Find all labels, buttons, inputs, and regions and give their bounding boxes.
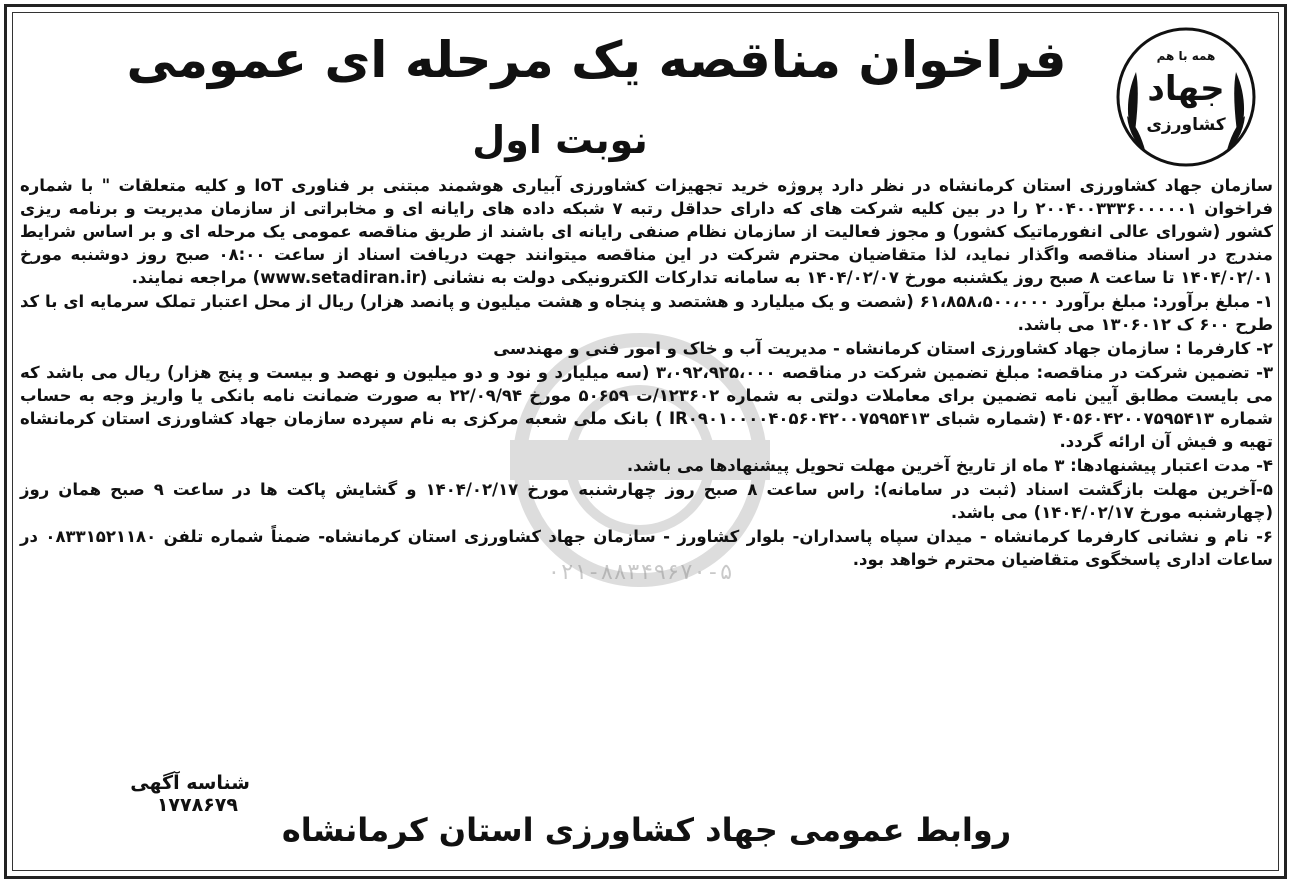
- jahad-keshavarzi-logo-icon: [1111, 22, 1261, 172]
- logo-top-text: همه با هم: [1156, 49, 1216, 63]
- item-estimate: ۱- مبلغ برآورد: مبلغ برآورد ۶۱،۸۵۸،۵۰۰،۰۰۰ (شصت و یک میلیارد و هشتصد و پنجاه و هشت میلیون و پانصد هزار) ریال از محل اعتبار تملک سرمایه ای با کد طرح ۶۰۰ ک ۱۳۰۶۰۱۲ می باشد.: [20, 292, 1273, 334]
- item-address: ۶- نام و نشانی کارفرما کرمانشاه - میدان سپاه پاسداران- بلوار کشاورز - سازمان جهاد کشاورزی استان کرمانشاه- ضمناً شماره تلفن ۰۸۳۳۱۵۲۱۱۸۰ در ساعات اداری پاسخگوی متقاضیان محترم خواهد بود.: [20, 527, 1273, 569]
- item-validity: ۴- مدت اعتبار پیشنهادها: ۳ ماه از تاریخ آخرین مهلت تحویل پیشنهادها می باشد.: [626, 456, 1273, 475]
- item-deadline: ۵-آخرین مهلت بازگشت اسناد (ثبت در سامانه): راس ساعت ۸ صبح روز چهارشنبه مورخ ۱۴۰۴/۰۲/۱۷ و گشایش پاکت ها در ساعت ۹ صبح همان روز (چهارشنبه مورخ ۱۴۰۴/۰۲/۱۷) می باشد.: [20, 480, 1273, 522]
- item-employer: ۲- کارفرما : سازمان جهاد کشاورزی استان کرمانشاه - مدیریت آب و خاک و امور فنی و مهندسی: [493, 339, 1273, 358]
- item-guarantee: ۳- تضمین شرکت در مناقصه: مبلغ تضمین شرکت در مناقصه ۳،۰۹۲،۹۲۵،۰۰۰ (سه میلیارد و نود و دو میلیون و نهصد و بیست و پنج هزار) ریال می باشد که می بایست مطابق آیین نامه تضمین برای معاملات دولتی به شماره ۱۲۳۶۰۲/ت ۵۰۶۵۹ مورخ ۲۲/۰۹/۹۴ به صورت ضمانت نامه بانکی یا واریز وجه به حساب شماره ۴۰۵۶۰۴۲۰۰۷۵۹۵۴۱۳ (شماره شبای IR۰۹۰۱۰۰۰۰۴۰۵۶۰۴۲۰۰۷۵۹۵۴۱۳ ) بانک ملی شعبه مرکزی به نام سپرده سازمان جهاد کشاورزی استان کرمانشاه تهیه و فیش آن ارائه گردد.: [20, 363, 1274, 451]
- announcement-title: فراخوان مناقصه یک مرحله ای عمومی: [126, 31, 1067, 89]
- logo-bottom-text: کشاورزی: [1146, 115, 1226, 135]
- ad-id-label: شناسه آگهی: [130, 772, 250, 794]
- announcement-body: [20, 174, 1273, 571]
- intro-paragraph: سازمان جهاد کشاورزی استان کرمانشاه در نظر دارد پروژه خرید تجهیزات کشاورزی آبیاری هوشمند مبتنی بر فناوری IoT و کلیه متعلقات " با شماره فراخوان ۲۰۰۴۰۰۳۳۳۶۰۰۰۰۰۱ را در بین کلیه شرکت های که دارای حداقل رتبه ۷ شبکه داده های رایانه ای و مخابراتی از سازمان مدیریت و برنامه ریزی کشور (شورای عالی انفورماتیک کشور) و مجوز فعالیت از سازمان نظام صنفی رایانه ای باشند از طریق مناقصه عمومی یک مرحله ای و بر اساس شرایط مندرج در اسناد مناقصه واگذار نماید، لذا متقاضیان محترم شرکت در این مناقصه میتوانند جهت دریافت اسناد از ساعت ۰۸:۰۰ صبح روز دوشنبه مورخ ۱۴۰۴/۰۲/۰۱ تا ساعت ۸ صبح روز یکشنبه مورخ ۱۴۰۴/۰۲/۰۷ به سامانه تدارکات الکترونیکی دولت به نشانی (www.setadiran.ir) مراجعه نمایند.: [20, 176, 1273, 287]
- footer-signature: روابط عمومی جهاد کشاورزی استان کرمانشاه: [281, 811, 1012, 849]
- ad-id-value: ۱۷۷۸۶۷۹: [156, 794, 238, 816]
- logo-main-text: جهاد: [1147, 69, 1225, 109]
- watermark-phone: ۰۲۱-۸۸۳۴۹۶۷۰-۵: [547, 560, 733, 585]
- announcement-round: نوبت اول: [472, 118, 648, 162]
